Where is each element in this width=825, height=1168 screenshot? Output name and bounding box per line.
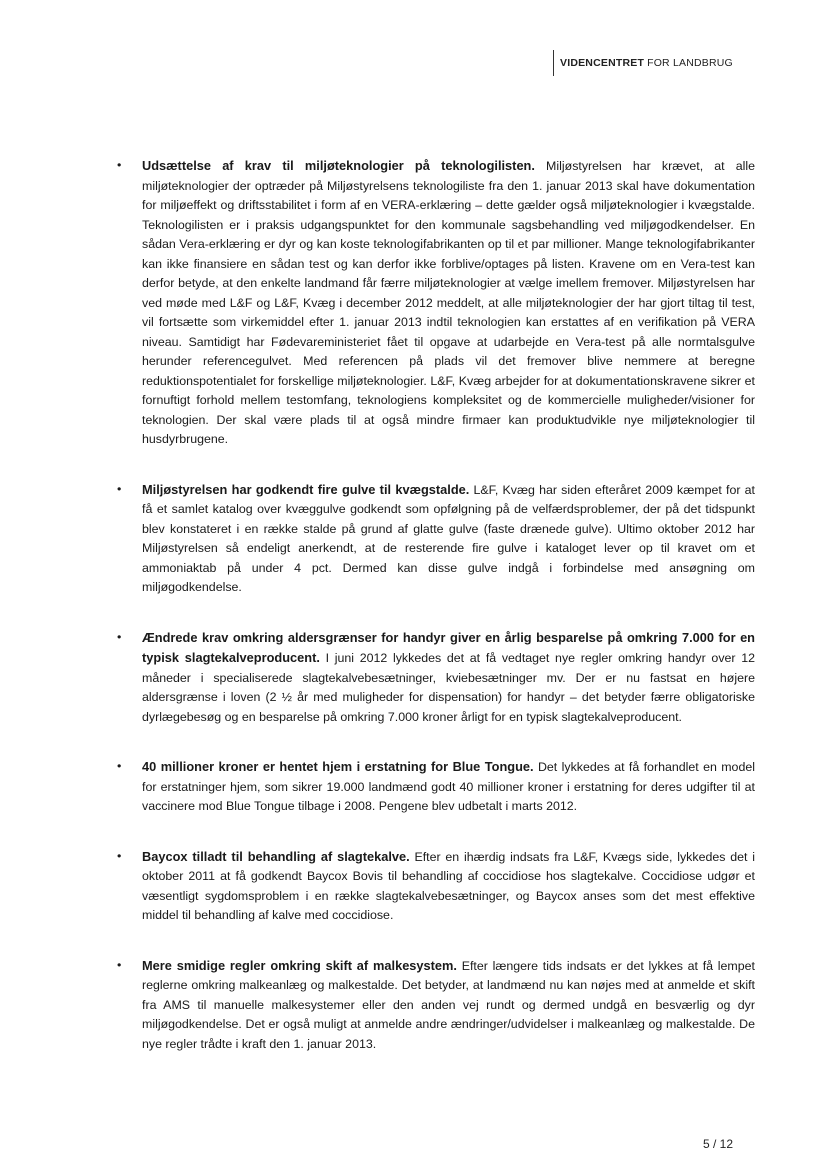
bullet-icon: • [117,481,122,496]
bullet-icon: • [117,158,122,172]
item-body: L&F, Kvæg har siden efteråret 2009 kæmpet for at få et samlet katalog over kvæggulve godkendt som opfølgning på de velfærdsproblemer, der på det tidspunkt blev konstateret i en række stalde på grund af glatte gulve (faste drænede gulve). Ultimo oktober 2012 har Miljøstyrelsen så endeligt anerkendt, at de resterende fire gulve i kataloget lever op til kravet om et ammoniaktab på under 4 pct. Dermed kan disse gulve indgå i forbindelse med ansøgning om miljøgodkendelse. [142,482,755,594]
item-body: Det lykkedes at få forhandlet en model for erstatninger hjem, som sikrer 19.000 landmænd godt 40 millioner kroner i erstatning for deres udgifter til at vaccinere mod Blue Tongue tilbage i 2008. Pengene blev udbetalt i marts 2012. [142,760,755,813]
bullet-icon: • [117,629,122,644]
bullet-icon: • [117,957,122,972]
item-heading: Mere smidige regler omkring skift af malkesystem. [142,957,457,973]
list-item [112,956,755,1055]
org-name-rest: FOR LANDBRUG [647,57,733,69]
item-body: I juni 2012 lykkedes det at få vedtaget nye regler omkring handyr over 12 måneder i specialiserede slagtekalvebesætninger, kviebesætninger mv. Der er nu fastsat en højere aldersgrænse i loven (2 ½ år med muligheder for dispensation) for handyr – det betyder færre obligatoriske dyrlægebesøg og en besparelse på omkring 7.000 kroner årligt for en typisk slagtekalveproducent. [142,651,755,724]
item-body: Efter længere tids indsats er det lykkes at få lempet reglerne omkring malkeanlæg og malkestalde. Det betyder, at landmænd nu kan nøjes med at anmelde et skift fra AMS til manuelle malkesystemer eller den anden vej rundt og dermed undgå en besværlig og dyr miljøgodkendelse. Det er også muligt at anmelde andre ændringer/udvidelser i malkeanlæg og malkestalde. De nye regler trådte i kraft den 1. januar 2013. [142,958,755,1051]
item-heading: Ændrede krav omkring aldersgrænser for handyr giver en årlig besparelse på omkring 7.000 for en typisk slagtekalveproducent. [142,629,755,665]
list-item [112,156,755,450]
item-heading: 40 millioner kroner er hentet hjem i erstatning for Blue Tongue. [142,759,534,774]
item-heading: Baycox tilladt til behandling af slagtekalve. [142,848,410,864]
item-heading: Miljøstyrelsen har godkendt fire gulve til kvægstalde. [142,481,470,497]
list-item [112,847,755,926]
item-heading: Udsættelse af krav til miljøteknologier på teknologilisten. [142,158,535,173]
item-body: Efter en ihærdig indsats fra L&F, Kvægs side, lykkedes det i oktober 2011 at få godkendt Baycox Bovis til behandling af coccidiose hos slagtekalve. Coccidiose udgør et væsentligt sygdomsproblem i en række slagtekalvebesætninger, og Baycox anses som det mest effektive middel til behandling af kalve med coccidiose. [142,849,755,922]
bullet-icon: • [117,759,122,773]
list-item [112,757,755,817]
bullet-list [112,156,755,1084]
list-item [112,480,755,598]
page-header [553,50,733,76]
bullet-icon: • [117,848,122,863]
page-number: 5 / 12 [703,1137,734,1151]
org-name-bold: VIDENCENTRET [560,57,645,69]
item-body: Miljøstyrelsen har krævet, at alle miljøteknologier der optræder på Miljøstyrelsens teknologiliste fra den 1. januar 2013 skal have dokumentation for miljøeffekt og driftsstabilitet i form af en VERA-erklæring – dette gælder også miljøteknologier i kvægstalde. Teknologilisten er i praksis udgangspunktet for den kommunale sagsbehandling ved miljøgodkendelser. En sådan Vera-erklæring er dyr og kan koste teknologifabrikanten op til et par millioner. Mange teknologifabrikanter kan ikke finansiere en sådan test og kan derfor ikke forblive/optages på listen. Kravene om en Vera-test kan derfor betyde, at den enkelte landmand får færre miljøteknologier at vælge imellem fremover. Miljøstyrelsen har ved møde med L&F og L&F, Kvæg i december 2012 meddelt, at alle miljøteknologier der har gjort tiltag til test, vil fortsætte som virkemiddel efter 1. januar 2013 indtil teknologien kan erstattes af en verifikation på VERA niveau. Samtidigt har Fødevareministeriet fået til opgave at udarbejde en Vera-test på alle normtalsgulve herunder referencegulvet. Med referencen på plads vil det fremover blive nemmere at beregne reduktionspotentialet for forskellige miljøteknologier. L&F, Kvæg arbejder for at dokumentationskravene sikrer et fornuftigt forhold mellem testomfang, teknologiens kompleksitet og de kommercielle muligheder/visioner for teknologien. Der skal være plads til at også mindre firmaer kan produktudvikle nye miljøteknologier til husdyrbrugene. [142,159,755,446]
list-item [112,628,755,728]
